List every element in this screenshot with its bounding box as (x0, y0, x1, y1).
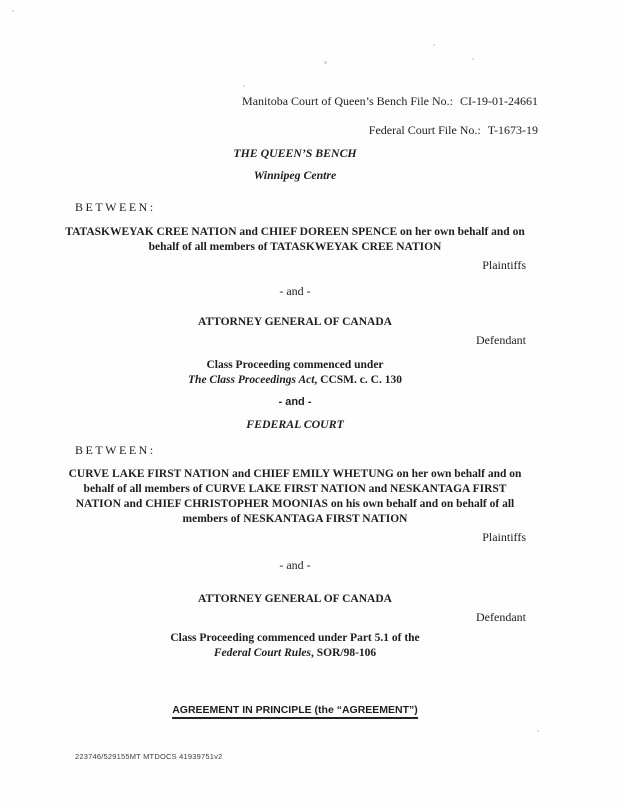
federal-court-and-separator: - and - (279, 558, 311, 572)
federal-court-proceeding-statement (64, 631, 526, 661)
scan-speck (537, 730, 539, 732)
federal-court-statute-citation: , SOR/98-106 (310, 647, 377, 659)
federal-court-proceeding-intro: Class Proceeding commenced under Part 5.1 of the (170, 632, 420, 644)
federal-court-plaintiffs-role: Plaintiffs (482, 530, 526, 544)
queens-bench-plaintiffs-role: Plaintiffs (482, 258, 526, 272)
queens-bench-statute-citation: , CCSM. c. C. 130 (314, 374, 402, 386)
federal-file-number (64, 123, 538, 138)
between-label-queens-bench: BETWEEN: (75, 200, 156, 214)
federal-court-defendant: ATTORNEY GENERAL OF CANADA (198, 593, 392, 605)
manitoba-file-number (64, 94, 538, 109)
document-content (64, 0, 538, 761)
federal-file-number-value: T-1673-19 (487, 123, 538, 137)
queens-bench-plaintiffs: TATASKWEYAK CREE NATION and CHIEF DOREEN SPENCE on her own behalf and on behalf of all members of TATASKWEYAK CREE NATION (65, 226, 525, 253)
document-id-footer: 223746/529155MT MTDOCS 41939751v2 (75, 752, 223, 761)
federal-court-statute-name: Federal Court Rules (213, 647, 311, 659)
queens-bench-proceeding-statement (64, 358, 526, 388)
federal-court-heading: FEDERAL COURT (246, 417, 344, 431)
queens-bench-proceeding-intro: Class Proceeding commenced under (206, 359, 384, 371)
court-centre-heading: Winnipeg Centre (253, 168, 337, 182)
manitoba-file-number-label: Manitoba Court of Queen’s Bench File No.: (242, 94, 453, 108)
courts-and-separator: - and - (278, 396, 312, 408)
queens-bench-defendant-role: Defendant (476, 333, 526, 347)
queens-bench-proceeding-citation-line (64, 373, 526, 388)
queens-bench-and-separator: - and - (279, 284, 311, 298)
federal-court-proceeding-citation-line (64, 646, 526, 661)
between-label-federal-court: BETWEEN: (75, 443, 156, 457)
scan-speck (12, 10, 14, 12)
queens-bench-defendant: ATTORNEY GENERAL OF CANADA (198, 316, 392, 328)
court-name-heading: THE QUEEN’S BENCH (233, 146, 357, 160)
agreement-title-text: AGREEMENT IN PRINCIPLE (the “AGREEMENT”) (172, 704, 418, 719)
federal-file-number-label: Federal Court File No.: (368, 123, 481, 137)
federal-court-plaintiffs: CURVE LAKE FIRST NATION and CHIEF EMILY WHETUNG on her own behalf and on behalf of all members of CURVE LAKE FIRST NATION and NESKANTAGA FIRST NATION and CHIEF CHRISTOPHER MOONIAS on his own behalf and on behalf of all members of NESKANTAGA FIRST NATION (68, 468, 522, 525)
manitoba-file-number-value: CI-19-01-24661 (460, 94, 538, 108)
agreement-title (64, 704, 526, 719)
queens-bench-statute-name: The Class Proceedings Act (188, 374, 315, 386)
federal-court-defendant-role: Defendant (476, 610, 526, 624)
